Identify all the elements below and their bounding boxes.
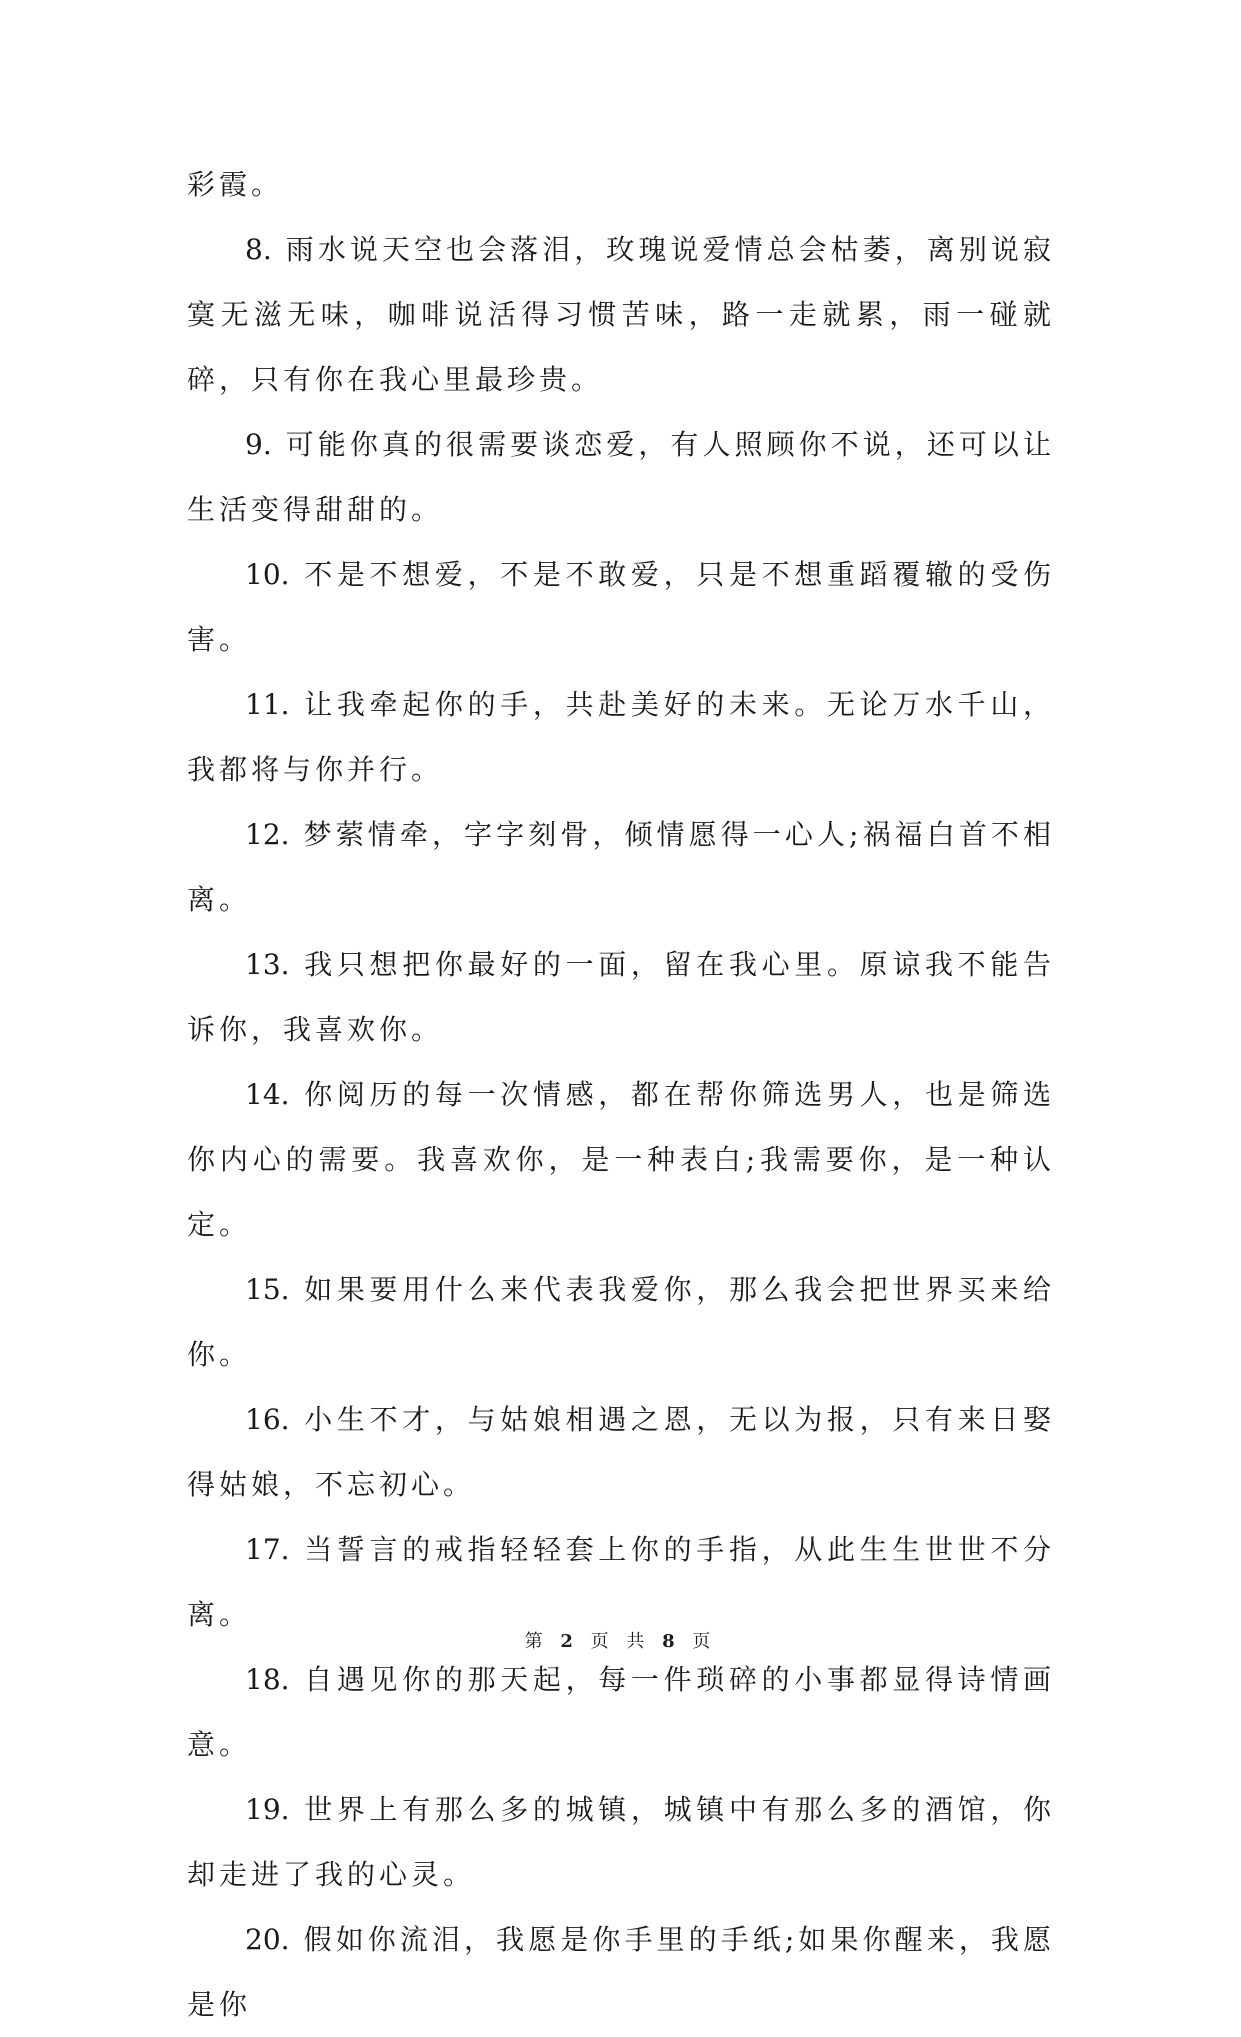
paragraph-number: 18. bbox=[245, 1663, 290, 1696]
paragraph-number: 17. bbox=[245, 1533, 290, 1566]
paragraph-14 bbox=[187, 1062, 1055, 1257]
paragraph-number: 13. bbox=[245, 948, 290, 981]
paragraph-number: 20. bbox=[245, 1923, 290, 1956]
paragraph-8 bbox=[187, 217, 1055, 412]
total-page-count: 8 bbox=[662, 1631, 681, 1652]
paragraph-text: 假如你流泪，我愿是你手里的手纸;如果你醒来，我愿是你 bbox=[187, 1923, 1055, 2021]
footer-prefix: 第 bbox=[524, 1631, 549, 1652]
paragraph-text: 让我牵起你的手，共赴美好的未来。无论万水千山，我都将与你并行。 bbox=[187, 688, 1055, 786]
paragraph-text: 当誓言的戒指轻轻套上你的手指，从此生生世世不分离。 bbox=[187, 1533, 1055, 1631]
paragraph-text: 自遇见你的那天起，每一件琐碎的小事都显得诗情画意。 bbox=[187, 1663, 1055, 1761]
paragraph-12 bbox=[187, 802, 1055, 932]
paragraph-number: 16. bbox=[245, 1403, 290, 1436]
current-page-number: 2 bbox=[560, 1631, 579, 1652]
paragraph-text: 我只想把你最好的一面，留在我心里。原谅我不能告诉你，我喜欢你。 bbox=[187, 948, 1055, 1046]
paragraph-9 bbox=[187, 412, 1055, 542]
paragraph-text: 梦萦情牵，字字刻骨，倾情愿得一心人;祸福白首不相离。 bbox=[187, 818, 1055, 916]
paragraph-text: 不是不想爱，不是不敢爱，只是不想重蹈覆辙的受伤害。 bbox=[187, 558, 1055, 656]
paragraph-10 bbox=[187, 542, 1055, 672]
paragraph-number: 9. bbox=[245, 428, 272, 461]
paragraph-text: 如果要用什么来代表我爱你，那么我会把世界买来给你。 bbox=[187, 1273, 1055, 1371]
paragraph-text: 你阅历的每一次情感，都在帮你筛选男人，也是筛选你内心的需要。我喜欢你，是一种表白;我需要你，是一种认定。 bbox=[187, 1078, 1055, 1241]
paragraph-number: 8. bbox=[245, 233, 272, 266]
paragraph-19 bbox=[187, 1777, 1055, 1907]
paragraph-number: 10. bbox=[245, 558, 290, 591]
page-footer bbox=[0, 1627, 1241, 1653]
paragraph-number: 19. bbox=[245, 1793, 290, 1826]
paragraph-text: 小生不才，与姑娘相遇之恩，无以为报，只有来日娶得姑娘，不忘初心。 bbox=[187, 1403, 1055, 1501]
paragraph-text: 雨水说天空也会落泪，玫瑰说爱情总会枯萎，离别说寂寞无滋无味，咖啡说活得习惯苦味，路一走就累，雨一碰就碎，只有你在我心里最珍贵。 bbox=[187, 233, 1055, 396]
paragraph-text: 世界上有那么多的城镇，城镇中有那么多的酒馆，你却走进了我的心灵。 bbox=[187, 1793, 1055, 1891]
paragraph-20 bbox=[187, 1907, 1055, 2037]
footer-suffix: 页 bbox=[692, 1631, 717, 1652]
paragraph-text: 彩霞。 bbox=[187, 168, 284, 201]
paragraph-number: 11. bbox=[245, 688, 290, 721]
paragraph-number: 14. bbox=[245, 1078, 290, 1111]
paragraph-15 bbox=[187, 1257, 1055, 1387]
paragraph-11 bbox=[187, 672, 1055, 802]
paragraph-continuation bbox=[187, 152, 1055, 217]
paragraph-number: 15. bbox=[245, 1273, 290, 1306]
document-body bbox=[187, 152, 1055, 2037]
footer-middle: 页 共 bbox=[590, 1631, 651, 1652]
paragraph-text: 可能你真的很需要谈恋爱，有人照顾你不说，还可以让生活变得甜甜的。 bbox=[187, 428, 1055, 526]
paragraph-18 bbox=[187, 1647, 1055, 1777]
paragraph-16 bbox=[187, 1387, 1055, 1517]
paragraph-number: 12. bbox=[245, 818, 290, 851]
paragraph-13 bbox=[187, 932, 1055, 1062]
